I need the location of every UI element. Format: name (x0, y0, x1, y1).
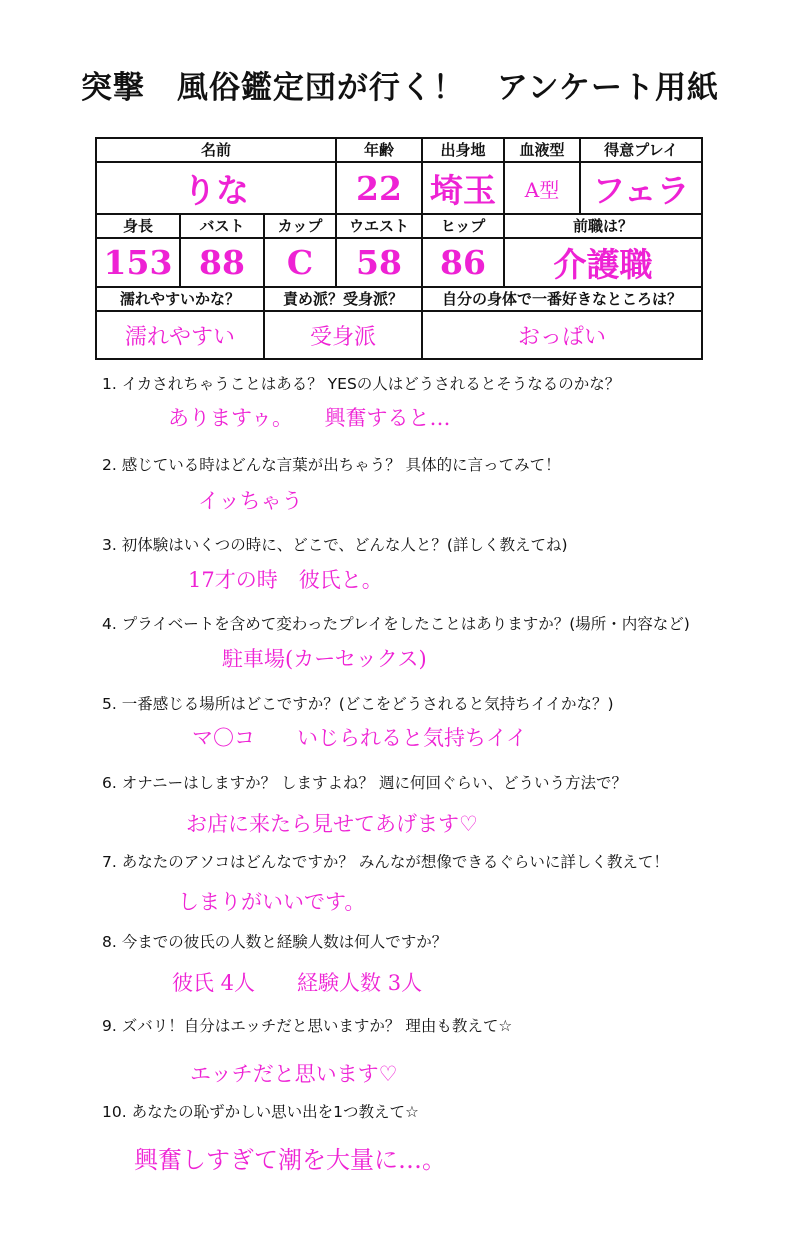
favorite-body-part-value: おっぱい (422, 311, 702, 359)
birthplace-header: 出身地 (422, 138, 504, 162)
question-3: 3. 初体験はいくつの時に、どこで、どんな人と？(詳しく教えてね) (102, 536, 568, 554)
height-value: 153 (96, 238, 180, 287)
specialty-header: 得意プレイ (580, 138, 702, 162)
waist-value: 58 (336, 238, 422, 287)
previous-job-header: 前職は？ (504, 214, 702, 238)
blood-type-value: A型 (504, 162, 580, 214)
question-7: 7. あなたのアソコはどんなですか？ みんなが想像できるぐらいに詳しく教えて！ (102, 853, 669, 871)
bust-header: バスト (180, 214, 264, 238)
name-value: りな (96, 162, 336, 214)
answer-3: 17才の時 彼氏と。 (188, 568, 383, 592)
previous-job-value: 介護職 (504, 238, 702, 287)
cup-value: C (264, 238, 336, 287)
favorite-body-part-header: 自分の身体で一番好きなところは？ (422, 287, 702, 311)
answer-8: 彼氏 4人 経験人数 3人 (172, 971, 423, 995)
age-value: 22 (336, 162, 422, 214)
specialty-value: フェラ (580, 162, 702, 214)
answer-1: ありますゥ。 興奮すると… (168, 406, 451, 430)
page-title: 突撃 風俗鑑定団が行く！ アンケート用紙 (80, 70, 720, 106)
blood-type-header: 血液型 (504, 138, 580, 162)
role-preference-value: 受身派 (264, 311, 422, 359)
cup-header: カップ (264, 214, 336, 238)
wetness-header: 濡れやすいかな？ (96, 287, 264, 311)
question-4: 4. プライベートを含めて変わったプレイをしたことはありますか？(場所・内容など) (102, 615, 690, 633)
height-header: 身長 (96, 214, 180, 238)
birthplace-value: 埼玉 (422, 162, 504, 214)
waist-header: ウエスト (336, 214, 422, 238)
answer-2: イッちゃう (198, 489, 303, 513)
question-8: 8. 今までの彼氏の人数と経験人数は何人ですか？ (102, 933, 448, 951)
answer-4: 駐車場(カーセックス) (222, 647, 427, 671)
bust-value: 88 (180, 238, 264, 287)
question-9: 9. ズバリ！自分はエッチだと思いますか？ 理由も教えて☆ (102, 1017, 513, 1035)
wetness-value: 濡れやすい (96, 311, 264, 359)
hip-header: ヒップ (422, 214, 504, 238)
name-header: 名前 (96, 138, 336, 162)
age-header: 年齢 (336, 138, 422, 162)
answer-10: 興奮しすぎて潮を大量に…。 (134, 1146, 446, 1174)
answer-6: お店に来たら見せてあげます♡ (186, 812, 478, 836)
question-5: 5. 一番感じる場所はどこですか？(どこをどうされると気持ちイイかな？) (102, 695, 614, 713)
question-1: 1. イカされちゃうことはある？ YESの人はどうされるとそうなるのかな？ (102, 375, 621, 393)
answer-9: エッチだと思います♡ (190, 1062, 398, 1086)
question-2: 2. 感じている時はどんな言葉が出ちゃう？ 具体的に言ってみて！ (102, 456, 561, 474)
question-10: 10. あなたの恥ずかしい思い出を1つ教えて☆ (102, 1103, 419, 1121)
answer-5: マ〇コ いじられると気持ちイイ (192, 726, 527, 750)
question-6: 6. オナニーはしますか？ しますよね？ 週に何回ぐらい、どういう方法で？ (102, 774, 627, 792)
hip-value: 86 (422, 238, 504, 287)
answer-7: しまりがいいです。 (178, 890, 366, 914)
profile-table (95, 137, 703, 360)
role-preference-header: 責め派？受身派？ (264, 287, 422, 311)
